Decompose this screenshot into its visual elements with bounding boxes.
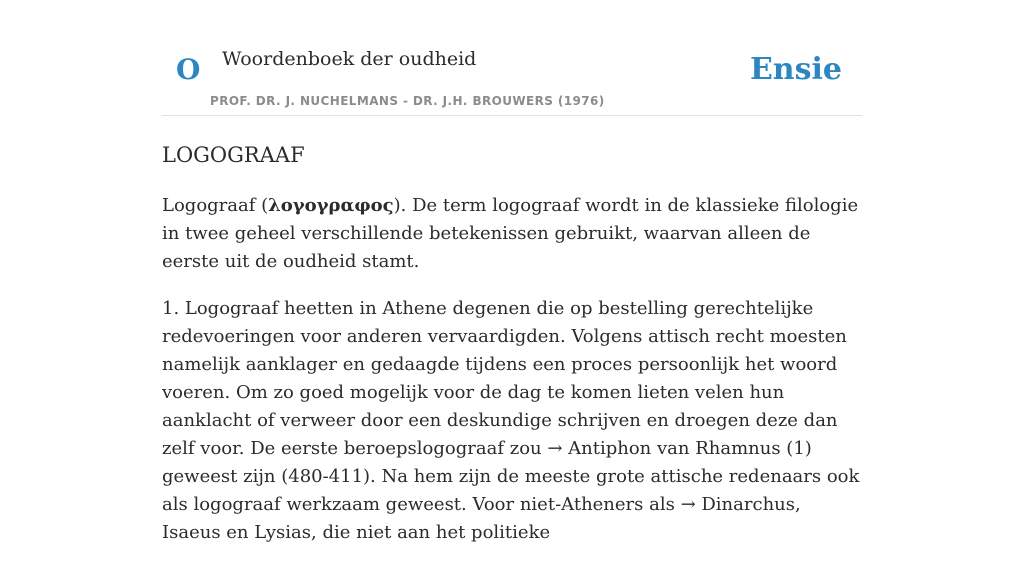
dictionary-header bbox=[162, 0, 862, 116]
book-title-link[interactable]: Woordenboek der oudheid bbox=[222, 48, 477, 70]
entry-content bbox=[162, 192, 862, 566]
greek-term: λογογραφος bbox=[268, 195, 394, 216]
index-letter[interactable]: O bbox=[176, 53, 201, 86]
paragraph-intro bbox=[162, 192, 862, 276]
entry-title: LOGOGRAAF bbox=[162, 143, 305, 167]
paragraph-definition-1: 1. Logograaf heetten in Athene degenen die op bestelling gerechtelijke redevoeringen voor anderen vervaardigden. Volgens attisch recht moesten namelijk aanklager en gedaagde tijdens een proces persoonlijk het woord voeren. Om zo goed mogelijk voor de dag te komen lieten velen hun aanklacht of verweer door een deskundige schrijven en droegen deze dan zelf voor. De eerste beroepslogograaf zou → Antiphon van Rhamnus (1) geweest zijn (480-411). Na hem zijn de meeste grote attische redenaars ook als logograaf werkzaam geweest. Voor niet-Atheners als → Dinarchus, Isaeus en Lysias, die niet aan het politieke bbox=[162, 298, 860, 543]
ensie-logo[interactable]: Ensie bbox=[749, 52, 842, 87]
paragraph-intro-after: ). De term logograaf wordt in de klassieke filologie in twee geheel verschillende betekenissen gebruikt, waarvan alleen de eerste uit de oudheid stamt. bbox=[162, 195, 859, 272]
book-authors: PROF. DR. J. NUCHELMANS - DR. J.H. BROUWERS (1976) bbox=[210, 94, 605, 108]
paragraph-intro-before: Logograaf ( bbox=[162, 195, 269, 216]
